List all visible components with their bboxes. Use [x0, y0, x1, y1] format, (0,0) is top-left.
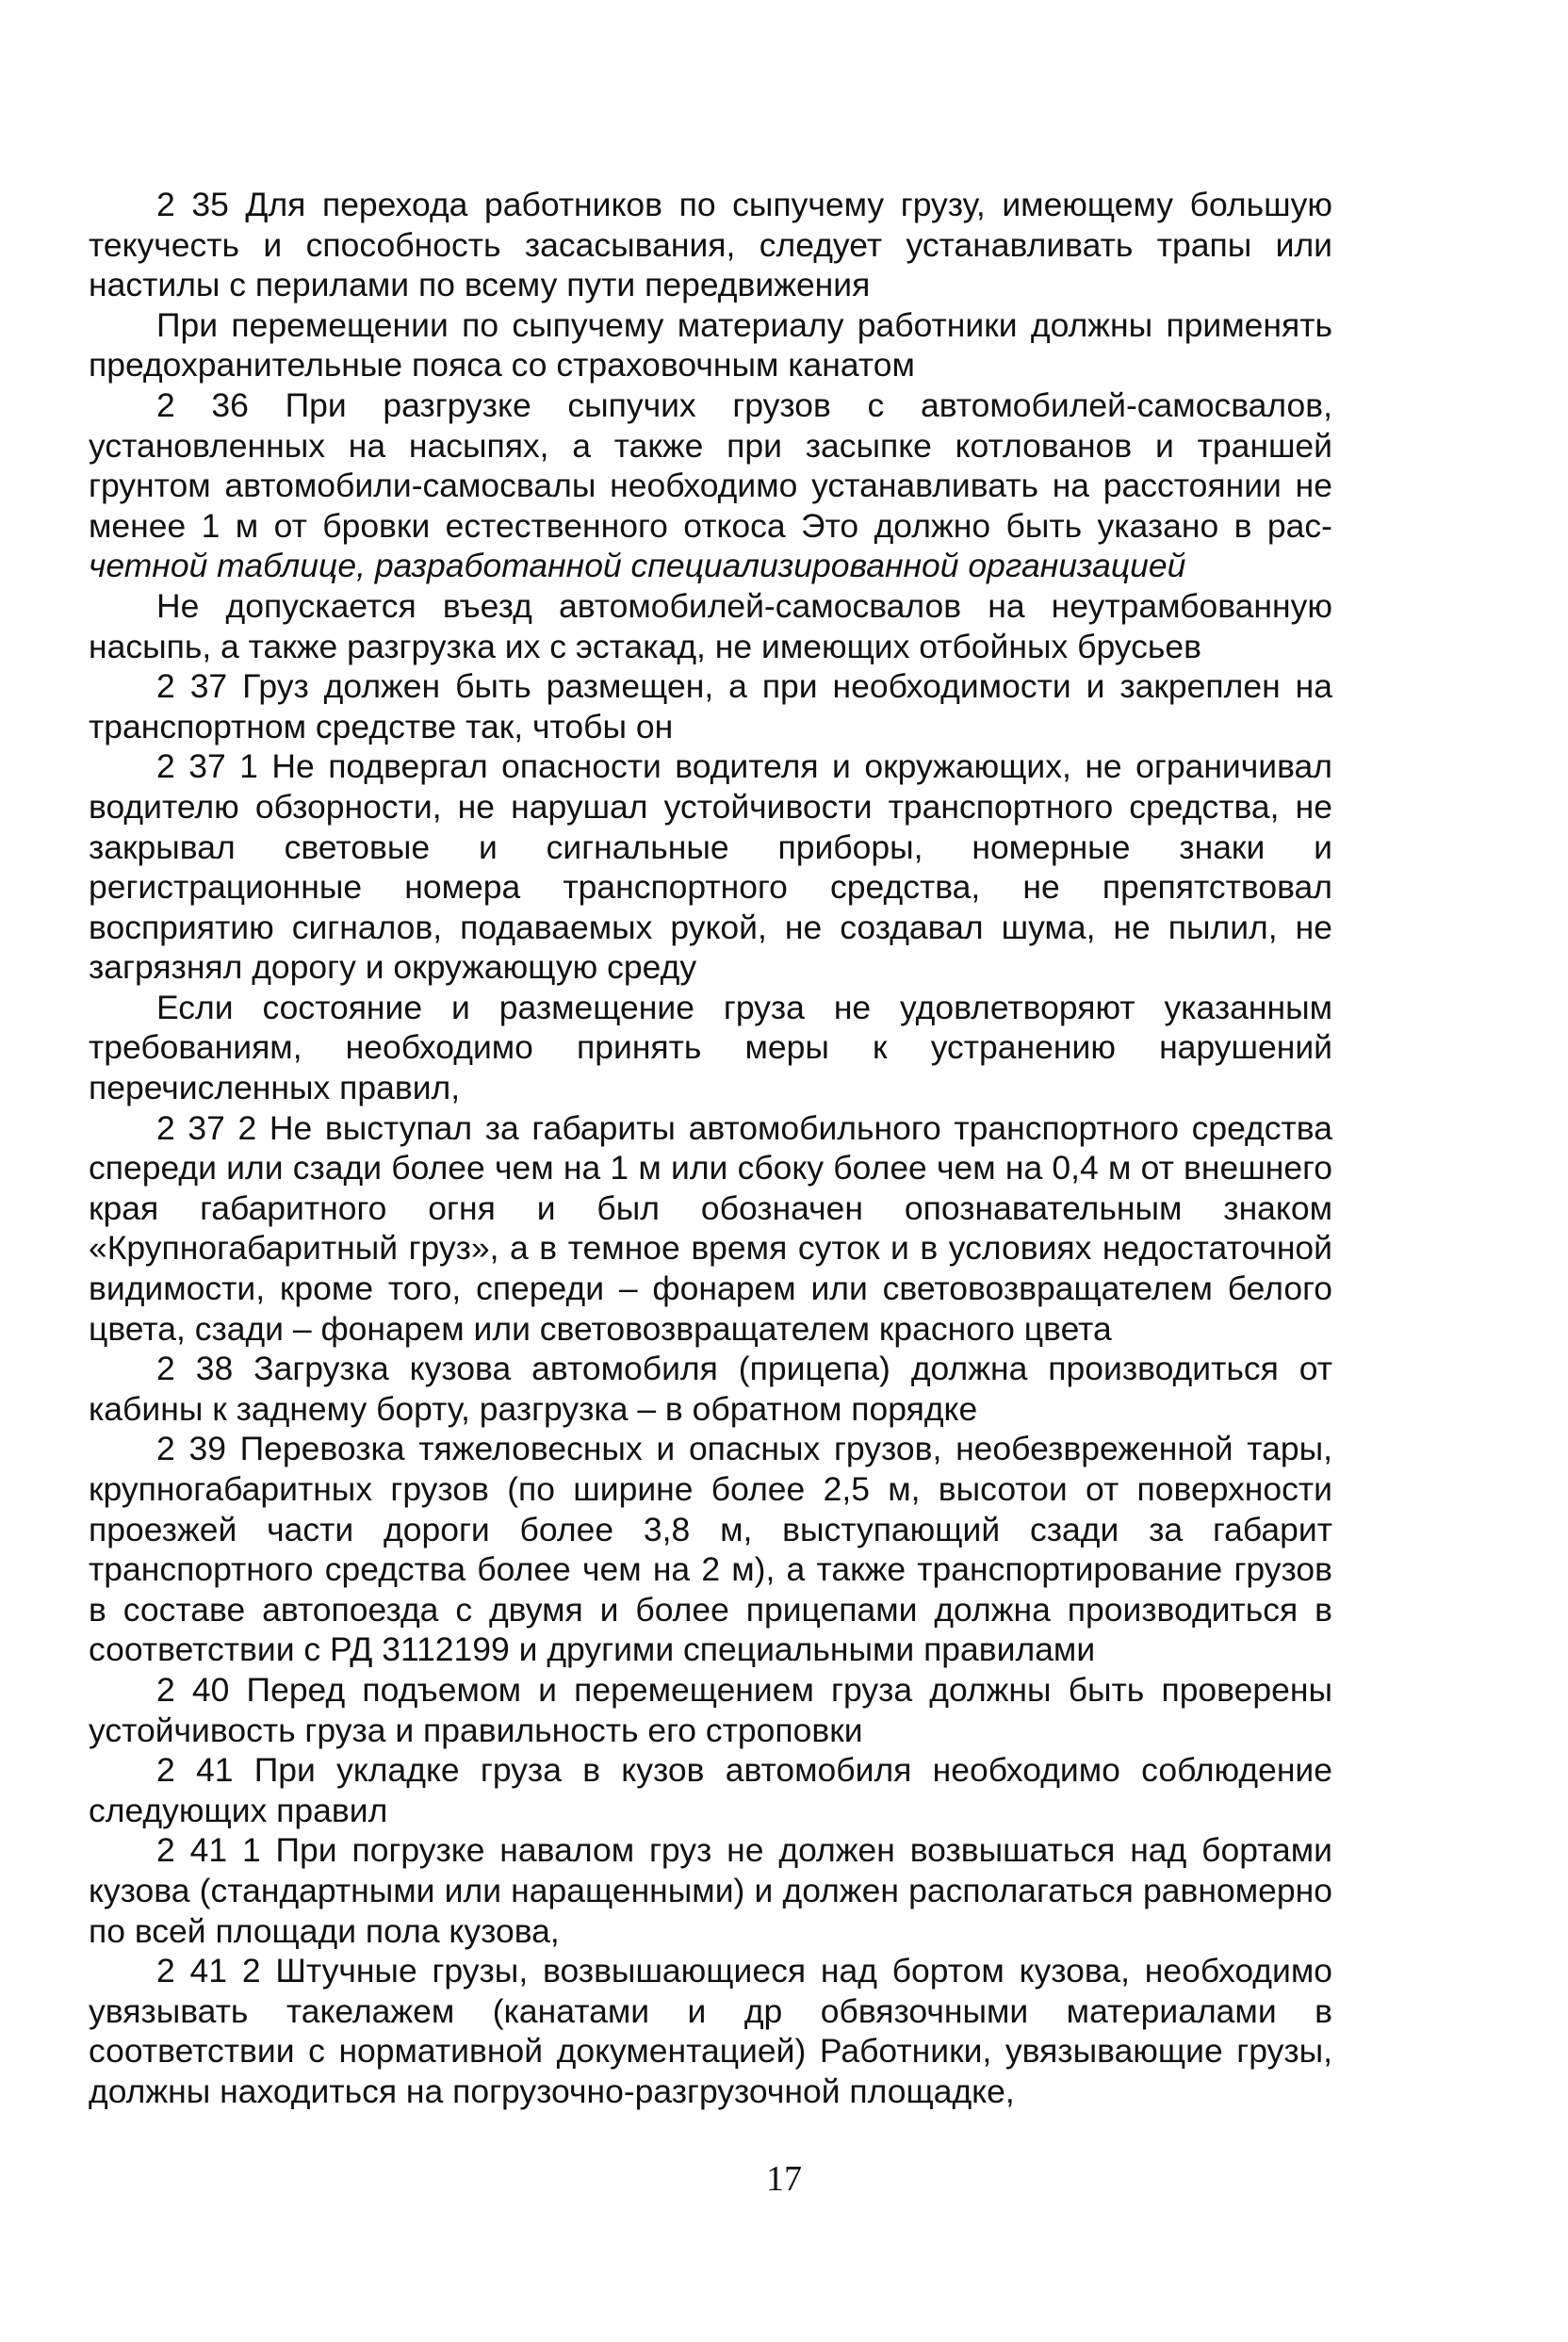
paragraph-2-41: [89, 1750, 1332, 1830]
paragraph-text: 2 41 При укладке груза в кузов автомобиля необходимо соблюдение следующих правил: [89, 1751, 1332, 1829]
paragraph-text: 2 41 2 Штучные грузы, возвышающиеся над бортом кузова, необходимо увязывать такелажем (канатами и др обвязочными материалами в соответствии с нормативной документацией) Работники, увязывающие грузы, должны находиться на погрузочно-разгрузочной площадке,: [89, 1952, 1332, 2110]
paragraph-2-38: [89, 1349, 1332, 1429]
paragraph-text: 2 36 При разгрузке сыпучих грузов с автомобилей-самосвалов, установленных на насыпях, а также при засыпке котлованов и траншей грунтом автомобили-самосвалы необходимо устанавливать на расстоянии не менее 1 м от бровки естественного откоса Это должно быть указано в рас-: [89, 385, 1332, 545]
paragraph-2-37-1: [89, 746, 1332, 988]
paragraph-2-36-prohibition: [89, 586, 1332, 666]
paragraph-text: Не допускается въезд автомобилей-самосвалов на неутрамбованную насыпь, а также разгрузка их с эстакад, не имеющих отбойных брусьев: [89, 586, 1332, 665]
paragraph-text: При перемещении по сыпучему материалу работники должны применять предохранительные пояса со страховочным канатом: [89, 305, 1332, 385]
paragraph-text: 2 37 Груз должен быть размещен, а при необходимости и закреплен на транспортном средстве так, чтобы он: [89, 667, 1332, 745]
paragraph-2-37: [89, 666, 1332, 746]
paragraph-2-35-safety-belts: [89, 305, 1332, 385]
page-number: 17: [766, 2159, 802, 2199]
paragraph-text: 2 37 2 Не выступал за габариты автомобильного транспортного средства спереди или сзади более чем на 1 м или сбоку более чем на 0,4 м от внешнего края габаритного огня и был обозначен опознавательным знаком «Крупногабаритный груз», а в темное время суток и в условиях недостаточной видимости, кроме того, спереди – фонарем или световозвращателем белого цвета, сзади – фонарем или световозвращателем красного цвета: [89, 1108, 1332, 1348]
paragraph-italic-text: четной таблице, разработанной специализированной организацией: [89, 547, 1186, 585]
body-text: [89, 185, 1332, 2112]
paragraph-2-37-1-remedy: [89, 988, 1332, 1108]
paragraph-2-39: [89, 1429, 1332, 1670]
paragraph-text: 2 40 Перед подъемом и перемещением груза должны быть проверены устойчивость груза и правильность его строповки: [89, 1670, 1332, 1749]
paragraph-2-36: [89, 385, 1332, 586]
paragraph-text: Если состояние и размещение груза не удовлетворяют указанным требованиям, необходимо принять меры к устранению нарушений перечисленных правил,: [89, 988, 1332, 1107]
paragraph-2-41-2: [89, 1951, 1332, 2111]
paragraph-text: 2 39 Перевозка тяжеловесных и опасных грузов, необезвреженной тары, крупногабаритных грузов (по ширине более 2,5 м, высотои от поверхности проезжей части дороги более 3,8 м, выступающий сзади за габарит транспортного средства более чем на 2 м), а также транспортирование грузов в составе автопоезда с двумя и более прицепами должна производиться в соответствии с РД 3112199 и другими специальными правилами: [89, 1430, 1332, 1669]
paragraph-text: 2 38 Загрузка кузова автомобиля (прицепа) должна производиться от кабины к заднему борту, разгрузка – в обратном порядке: [89, 1350, 1332, 1428]
paragraph-2-40: [89, 1670, 1332, 1750]
paragraph-text: 2 37 1 Не подвергал опасности водителя и окружающих, не ограничивал водителю обзорности, не нарушал устойчивости транспортного средства, не закрывал световые и сигнальные приборы, номерные знаки и регистрационные номера транспортного средства, не препятствовал восприятию сигналов, подаваемых рукой, не создавал шума, не пылил, не загрязнял дорогу и окружающую среду: [89, 747, 1332, 987]
paragraph-text: 2 35 Для перехода работников по сыпучему грузу, имеющему большую текучесть и способность засасывания, следует устанавливать трапы или настилы с перилами по всему пути передвижения: [89, 186, 1332, 304]
paragraph-2-35: [89, 185, 1332, 305]
paragraph-text: 2 41 1 При погрузке навалом груз не должен возвышаться над бортами кузова (стандартными или наращенными) и должен располагаться равномерно по всей площади пола кузова,: [89, 1831, 1332, 1950]
paragraph-2-37-2: [89, 1108, 1332, 1350]
paragraph-2-41-1: [89, 1830, 1332, 1951]
